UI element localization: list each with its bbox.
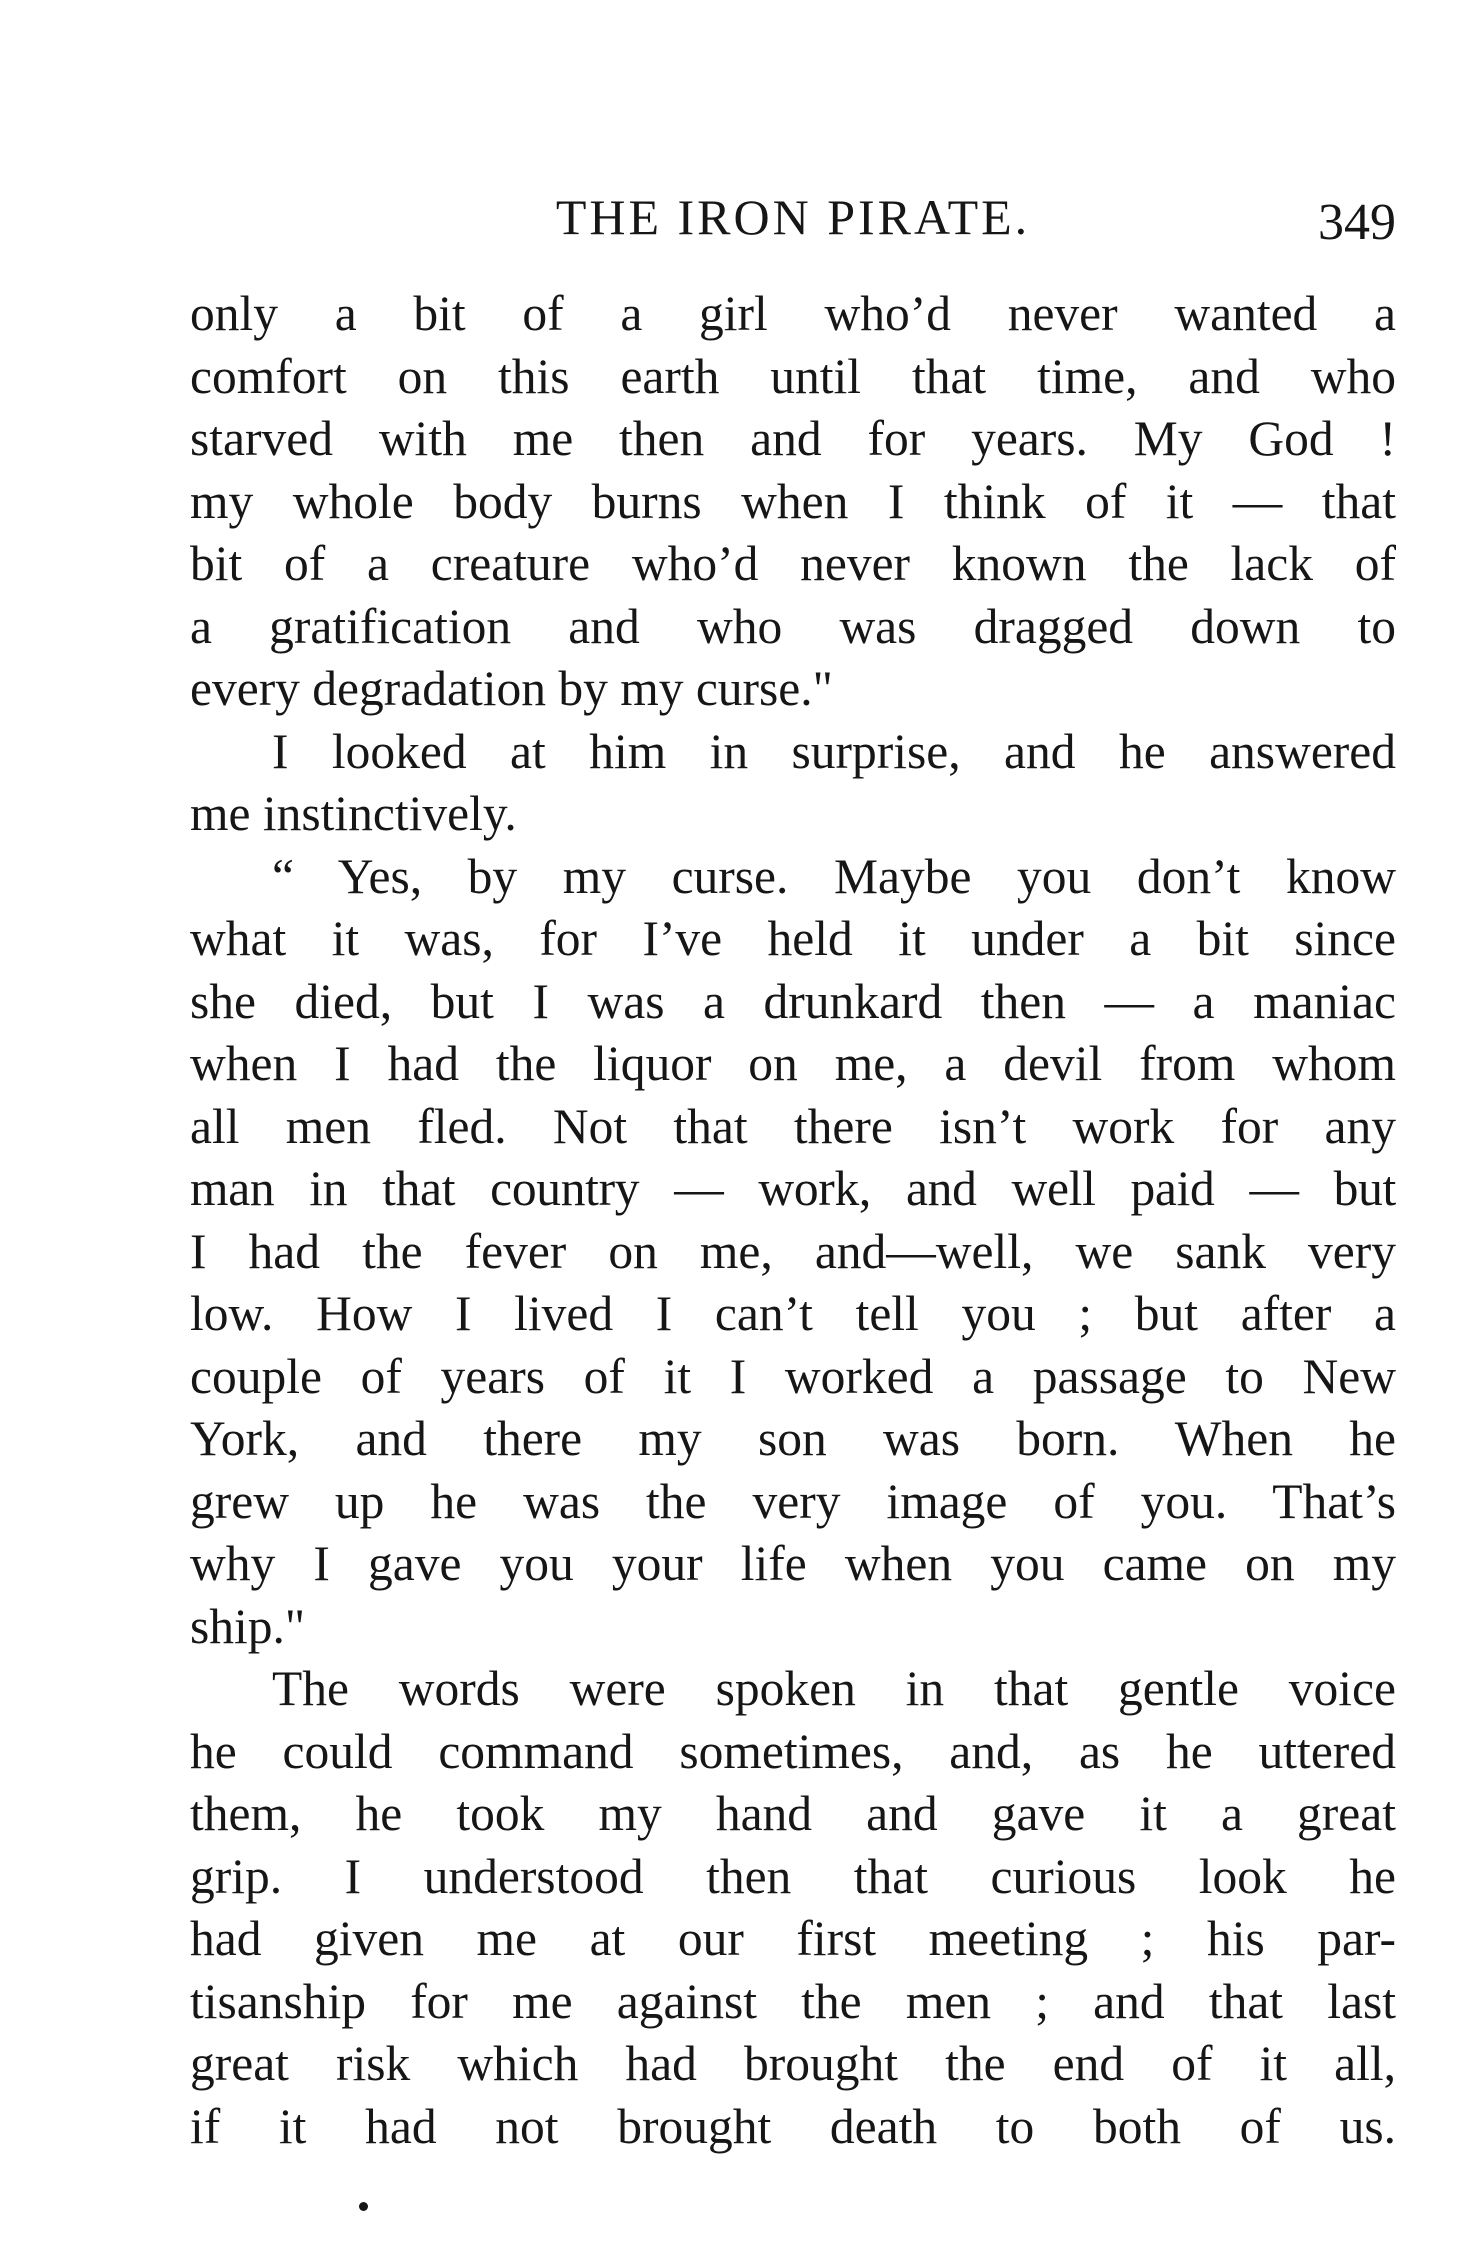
text-line: I looked at him in surprise, and he answered bbox=[272, 723, 1396, 779]
text-line: grew up he was the very image of you. That’s bbox=[190, 1473, 1396, 1529]
running-title: THE IRON PIRATE. bbox=[555, 189, 1031, 245]
ink-dot bbox=[359, 2202, 368, 2211]
text-line: The words were spoken in that gentle voice bbox=[272, 1661, 1396, 1716]
text-line: she died, but I was a drunkard then — a maniac bbox=[190, 973, 1396, 1029]
text-line: comfort on this earth until that time, and who bbox=[190, 348, 1396, 404]
text-line: what it was, for I’ve held it under a bit since bbox=[190, 911, 1396, 966]
text-line: I had the fever on me, and—well, we sank very bbox=[190, 1223, 1396, 1279]
text-line: man in that country — work, and well paid — but bbox=[190, 1161, 1396, 1216]
text-line: had given me at our first meeting ; his par- bbox=[190, 1911, 1396, 1966]
text-line: when I had the liquor on me, a devil from whom bbox=[190, 1036, 1396, 1091]
text-line: grip. I understood then that curious look he bbox=[190, 1848, 1396, 1904]
text-line: them, he took my hand and gave it a great bbox=[190, 1786, 1396, 1841]
text-line: low. How I lived I can’t tell you ; but after a bbox=[190, 1286, 1396, 1341]
text-line: tisanship for me against the men ; and that last bbox=[190, 1973, 1396, 2029]
text-line: my whole body burns when I think of it — that bbox=[190, 473, 1396, 529]
text-line: starved with me then and for years. My God ! bbox=[190, 411, 1396, 466]
text-line: me instinctively. bbox=[190, 786, 517, 841]
text-line: great risk which had brought the end of it all, bbox=[190, 2036, 1396, 2091]
page-number: 349 bbox=[1318, 194, 1396, 251]
text-line: York, and there my son was born. When he bbox=[190, 1411, 1396, 1466]
text-line: every degradation by my curse." bbox=[190, 661, 833, 716]
text-line: why I gave you your life when you came on my bbox=[190, 1536, 1396, 1591]
text-line: couple of years of it I worked a passage to New bbox=[190, 1348, 1396, 1404]
text-line: “ Yes, by my curse. Maybe you don’t know bbox=[272, 848, 1396, 904]
text-line: a gratification and who was dragged down to bbox=[190, 598, 1396, 654]
text-line: all men fled. Not that there isn’t work for any bbox=[190, 1098, 1396, 1154]
text-line: only a bit of a girl who’d never wanted a bbox=[190, 286, 1396, 341]
text-line: if it had not brought death to both of us. bbox=[190, 2098, 1396, 2154]
text-line: ship." bbox=[190, 1598, 306, 1654]
text-line: he could command sometimes, and, as he uttered bbox=[190, 1723, 1396, 1779]
text-line: bit of a creature who’d never known the lack of bbox=[190, 536, 1396, 591]
running-head bbox=[190, 182, 1396, 252]
body-text bbox=[190, 283, 1396, 2158]
